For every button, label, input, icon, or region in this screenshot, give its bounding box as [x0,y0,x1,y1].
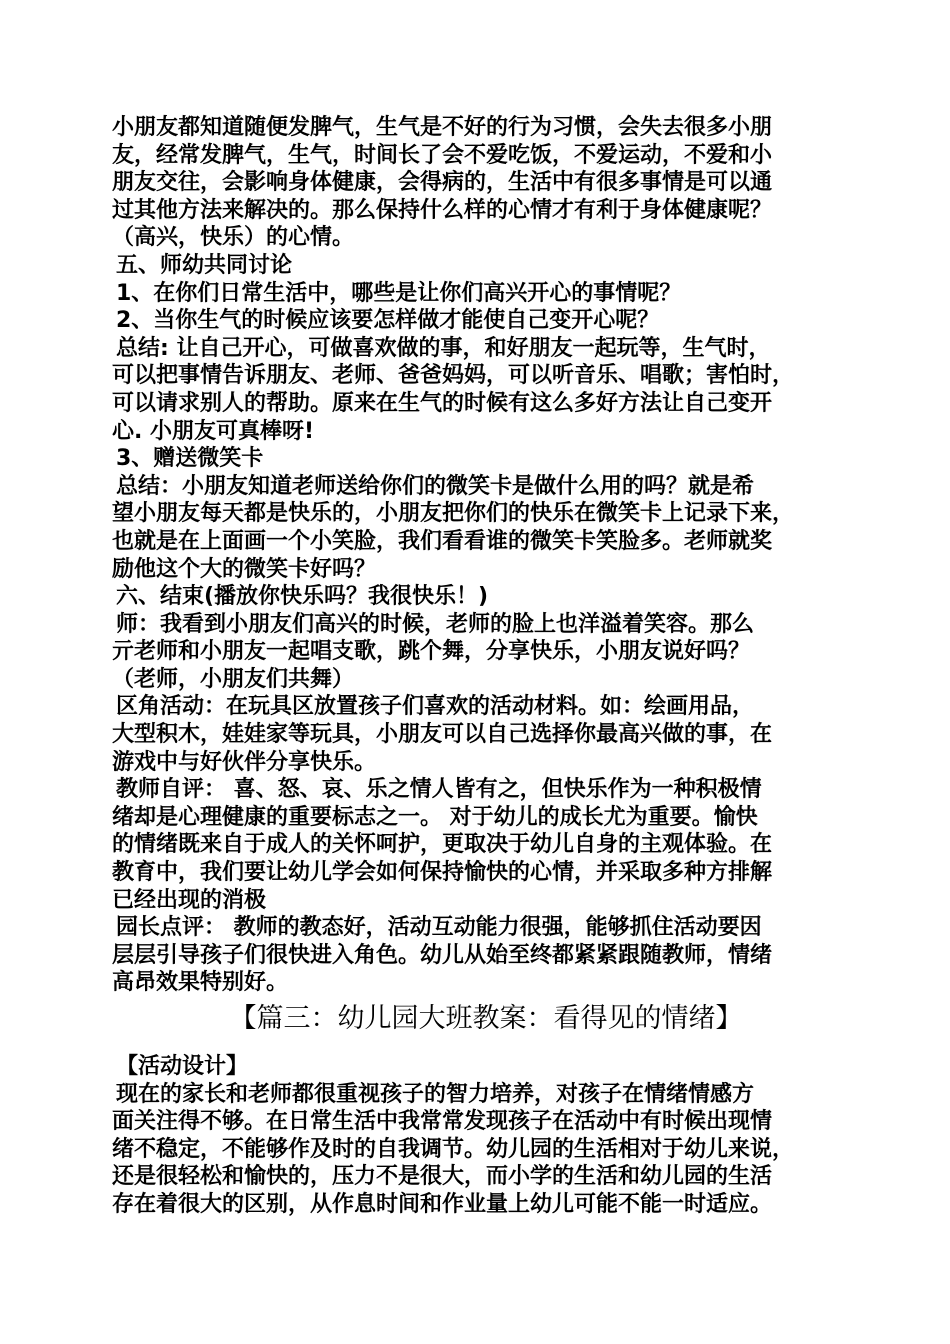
text-line: 已经出现的消极 [112,887,267,913]
document-page [112,114,842,1219]
text-line: 朋友交往，会影响身体健康，会得病的，生活中有很多事情是可以通 [112,170,773,196]
text-line: 绪却是心理健康的重要标志之一。 对于幼儿的成长尤为重要。愉快 [112,804,758,830]
text-line: 大型积木，娃娃家等玩具，小朋友可以自己选择你最高兴做的事，在 [112,722,773,748]
body-text-top [112,114,842,997]
text-line: 2、当你生气的时候应该要怎样做才能使自己变开心呢？ [116,308,660,334]
text-line: （高兴，快乐）的心情。 [112,225,355,251]
text-line: 的情绪既来自于成人的关怀呵护，更取决于幼儿自身的主观体验。在 [112,832,773,858]
text-line: 望小朋友每天都是快乐的，小朋友把你们的快乐在微笑卡上记录下来， [112,501,795,527]
text-line: 小朋友都知道随便发脾气，生气是不好的行为习惯，会失去很多小朋 [112,115,773,140]
text-line: 1、在你们日常生活中，哪些是让你们高兴开心的事情呢？ [116,280,682,306]
text-line: （老师，小朋友们共舞） [112,666,355,692]
text-line: 励他这个大的微笑卡好吗？ [112,556,377,582]
text-line: 可以请求别人的帮助。原来在生气的时候有这么多好方法让自己变开 [112,390,773,416]
text-line: 总结: 让自己开心，可做喜欢做的事，和好朋友一起玩等，生气时， [116,335,771,361]
section-heading: 五、师幼共同讨论 [116,252,293,278]
text-line: 教育中，我们要让幼儿学会如何保持愉快的心情，并采取多种方排解 [112,860,773,886]
section-heading: 【活动设计】 [116,1054,249,1079]
text-line: 3、赠送微笑卡 [116,446,264,472]
text-line: 可以把事情告诉朋友、老师、爸爸妈妈，可以听音乐、唱歌；害怕时， [112,363,795,389]
text-line: 高昂效果特别好。 [112,970,289,996]
text-line: 绪不稳定，不能够作及时的自我调节。幼儿园的生活相对于幼儿来说， [112,1136,795,1162]
text-line: 面关注得不够。在日常生活中我常常发现孩子在活动中有时候出现情 [112,1109,773,1135]
text-line: 也就是在上面画一个小笑脸，我们看看谁的微笑卡笑脸多。老师就奖 [112,528,773,554]
text-line: 过其他方法来解决的。那么保持什么样的心情才有利于身体健康呢？ [112,197,773,223]
text-line: 游戏中与好伙伴分享快乐。 [112,749,377,775]
text-line: 友，经常发脾气，生气，时间长了会不爱吃饭，不爱运动，不爱和小 [112,142,773,168]
text-line: 园长点评： 教师的教态好，活动互动能力很强，能够抓住活动要因 [116,915,762,941]
text-line: 层层引导孩子们很快进入角色。幼儿从始至终都紧紧跟随教师，情绪 [112,942,773,968]
text-line: 总结：小朋友知道老师送给你们的微笑卡是做什么用的吗？就是希 [116,473,755,499]
text-line: 亓老师和小朋友一起唱支歌，跳个舞，分享快乐，小朋友说好吗？ [112,639,751,665]
section-heading: 六、结束(播放你快乐吗？我很快乐！) [116,584,489,610]
text-line: 现在的家长和老师都很重视孩子的智力培养，对孩子在情绪情感方 [116,1081,755,1107]
text-line: 存在着很大的区别，从作息时间和作业量上幼儿可能不能一时适应。 [112,1191,773,1217]
text-line: 还是很轻松和愉快的，压力不是很大，而小学的生活和幼儿园的生活 [112,1164,773,1190]
body-text-bottom [112,1053,842,1219]
text-line: 区角活动：在玩具区放置孩子们喜欢的活动材料。如：绘画用品， [116,694,755,720]
section-title: 【篇三：幼儿园大班教案：看得见的情绪】 [229,1003,743,1034]
text-line: 师：我看到小朋友们高兴的时候，老师的脸上也洋溢着笑容。那么 [116,611,755,637]
text-line: 教师自评： 喜、怒、哀、乐之情人皆有之，但快乐作为一种积极情 [116,777,762,803]
text-line: 心. 小朋友可真棒呀! [112,418,315,444]
